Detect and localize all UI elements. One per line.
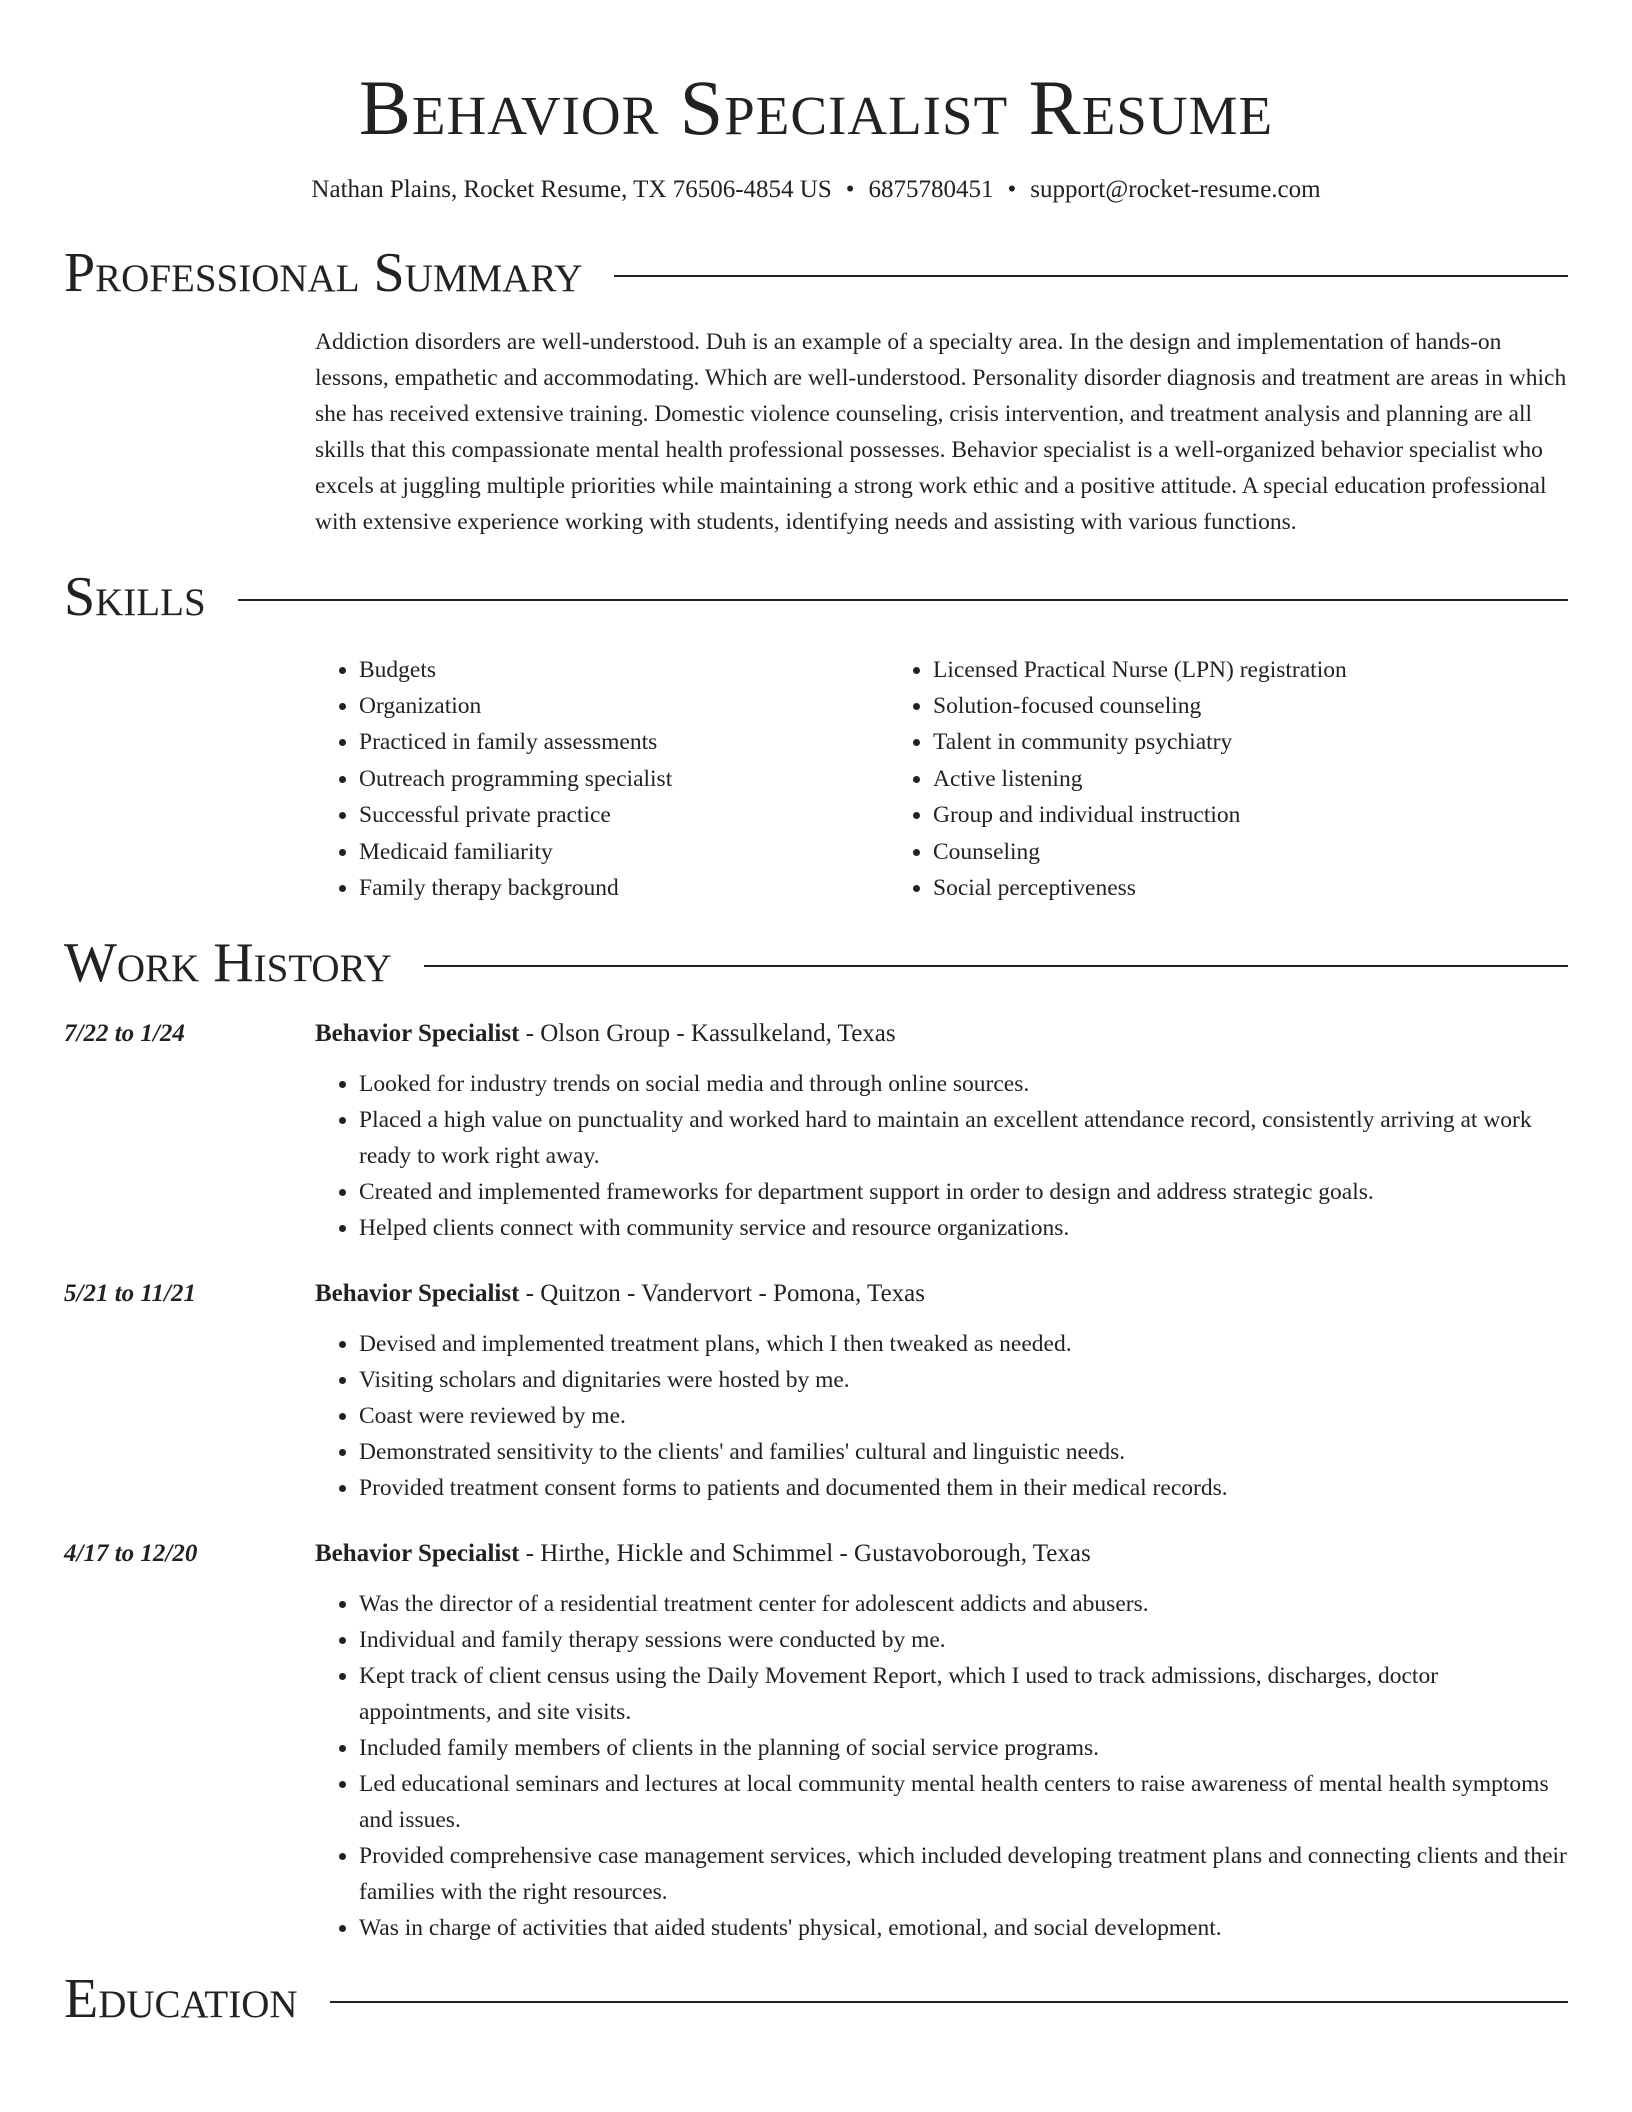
contact-address: Nathan Plains, Rocket Resume, TX 76506-4854 US xyxy=(311,176,832,203)
job-heading xyxy=(315,1274,1568,1314)
job-details xyxy=(315,1274,1568,1506)
list-item: • Organization xyxy=(359,688,889,724)
list-item: • Provided treatment consent forms to patients and documented them in their medical records. xyxy=(359,1470,1568,1506)
job-details xyxy=(315,1534,1568,1946)
section-divider xyxy=(424,965,1568,967)
list-item: • Active listening xyxy=(933,761,1463,797)
job-details xyxy=(315,1014,1568,1246)
section-header-work xyxy=(64,930,1568,996)
skills-column-right xyxy=(889,652,1463,907)
section-divider xyxy=(238,599,1568,601)
job-employer: - Hirthe, Hickle and Schimmel - Gustavoborough, Texas xyxy=(519,1540,1091,1568)
list-item: • Medicaid familiarity xyxy=(359,834,889,870)
section-title-education: Education xyxy=(64,1968,298,2031)
list-item: • Devised and implemented treatment plans, which I then tweaked as needed. xyxy=(359,1326,1568,1362)
section-header-education xyxy=(64,1966,1568,2032)
list-item: • Was the director of a residential treatment center for adolescent addicts and abusers. xyxy=(359,1586,1568,1622)
list-item: • Was in charge of activities that aided students' physical, emotional, and social development. xyxy=(359,1910,1568,1946)
job-title: Behavior Specialist xyxy=(315,1020,520,1048)
list-item: • Placed a high value on punctuality and worked hard to maintain an excellent attendance record, consistently arriving at work ready to work right away. xyxy=(359,1102,1568,1174)
section-title-work: Work History xyxy=(64,932,392,995)
page-title: Behavior Specialist Resume xyxy=(358,64,1274,151)
job-dates: 7/22 to 1/24 xyxy=(64,1020,185,1048)
list-item: • Counseling xyxy=(933,834,1463,870)
list-item: • Provided comprehensive case management services, which included developing treatment plans and connecting clients and their families with the right resources. xyxy=(359,1838,1568,1910)
list-item: • Budgets xyxy=(359,652,889,688)
contact-separator: • xyxy=(845,176,855,203)
skills-column-left xyxy=(315,652,889,907)
job-bullets xyxy=(315,1326,1568,1506)
list-item: • Included family members of clients in the planning of social service programs. xyxy=(359,1730,1568,1766)
list-item: • Solution-focused counseling xyxy=(933,688,1463,724)
work-history-list xyxy=(64,1014,1568,1946)
list-item: • Outreach programming specialist xyxy=(359,761,889,797)
section-header-summary xyxy=(64,240,1568,306)
section-divider xyxy=(614,275,1568,277)
job-employer: - Olson Group - Kassulkeland, Texas xyxy=(519,1020,896,1048)
job-entry xyxy=(64,1534,1568,1946)
job-entry xyxy=(64,1014,1568,1246)
list-item: • Talent in community psychiatry xyxy=(933,724,1463,760)
list-item: • Social perceptiveness xyxy=(933,870,1463,906)
list-item: • Helped clients connect with community service and resource organizations. xyxy=(359,1210,1568,1246)
section-title-skills: Skills xyxy=(64,565,206,628)
job-bullets xyxy=(315,1586,1568,1946)
list-item: • Demonstrated sensitivity to the clients' and families' cultural and linguistic needs. xyxy=(359,1434,1568,1470)
list-item: • Practiced in family assessments xyxy=(359,724,889,760)
list-item: • Visiting scholars and dignitaries were hosted by me. xyxy=(359,1362,1568,1398)
job-dates: 5/21 to 11/21 xyxy=(64,1280,196,1308)
section-divider xyxy=(330,2001,1568,2003)
list-item: • Individual and family therapy sessions were conducted by me. xyxy=(359,1622,1568,1658)
job-employer: - Quitzon - Vandervort - Pomona, Texas xyxy=(519,1280,926,1308)
job-title: Behavior Specialist xyxy=(315,1280,520,1308)
list-item: • Successful private practice xyxy=(359,797,889,833)
skills-list xyxy=(315,652,1568,907)
list-item: • Group and individual instruction xyxy=(933,797,1463,833)
list-item: • Kept track of client census using the Daily Movement Report, which I used to track admissions, discharges, doctor appointments, and site visits. xyxy=(359,1658,1568,1730)
list-item: • Coast were reviewed by me. xyxy=(359,1398,1568,1434)
job-heading xyxy=(315,1014,1568,1054)
section-title-summary: Professional Summary xyxy=(64,242,583,304)
job-title: Behavior Specialist xyxy=(315,1540,520,1568)
contact-email: support@rocket-resume.com xyxy=(1030,176,1321,203)
section-header-skills xyxy=(64,564,1568,630)
contact-separator: • xyxy=(1007,176,1017,203)
job-entry xyxy=(64,1274,1568,1506)
contact-phone: 6875780451 xyxy=(868,176,994,203)
contact-line xyxy=(64,174,1568,206)
list-item: • Looked for industry trends on social media and through online sources. xyxy=(359,1066,1568,1102)
job-bullets xyxy=(315,1066,1568,1246)
list-item: • Family therapy background xyxy=(359,870,889,906)
summary-text: Addiction disorders are well-understood. Duh is an example of a specialty area. In the design and implementation of hands-on lessons, empathetic and accommodating. Which are well-understood. Personality disorder diagnosis and treatment are areas in which she has received extensive training. Domestic violence counseling, crisis intervention, and treatment analysis and planning are all skills that this compassionate mental health professional possesses. Behavior specialist is a well-organized behavior specialist who excels at juggling multiple priorities while maintaining a strong work ethic and a positive attitude. A special education professional with extensive experience working with students, identifying needs and assisting with various functions. xyxy=(315,329,1567,535)
list-item: • Led educational seminars and lectures at local community mental health centers to raise awareness of mental health symptoms and issues. xyxy=(359,1766,1568,1838)
job-dates: 4/17 to 12/20 xyxy=(64,1540,198,1568)
list-item: • Created and implemented frameworks for department support in order to design and address strategic goals. xyxy=(359,1174,1568,1210)
list-item: • Licensed Practical Nurse (LPN) registration xyxy=(933,652,1463,688)
job-heading xyxy=(315,1534,1568,1574)
